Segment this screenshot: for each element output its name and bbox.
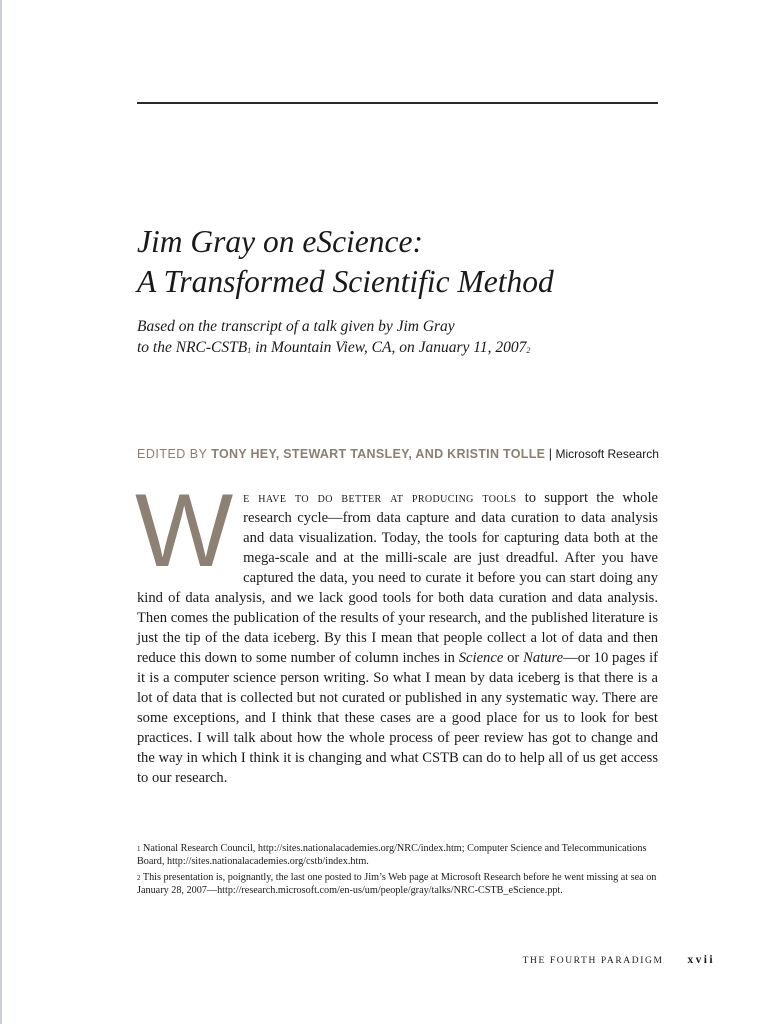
drop-cap: W [135,473,234,589]
editor-names: TONY HEY, STEWART TANSLEY, AND KRISTIN TOLLE [211,447,546,461]
editors-byline [137,446,677,462]
footnote-1-marker: 1 [137,845,141,853]
page-number: xvii [687,954,715,966]
subtitle-text-b: in Mountain View, CA, on January 11, 2007 [251,339,527,356]
page-edge-line [0,0,2,1024]
top-rule [137,102,658,104]
journal-nature: Nature [523,650,564,666]
page-footer [480,954,715,966]
footnote-2-text: This presentation is, poignantly, the last one posted to Jim’s Web page at Microsoft Research before he went missing at sea on January 28, 2007—http://research.microsoft.com/en-us/um/people/gray/talks/NRC-CSTB_eScience.ppt. [137,872,657,896]
journal-science: Science [458,650,504,666]
subtitle-line-1: Based on the transcript of a talk given by Jim Gray [137,318,455,335]
running-footer-title: THE FOURTH PARADIGM [522,956,664,966]
chapter-title [137,222,697,302]
title-line-1: Jim Gray on eScience: [137,224,423,259]
byline-separator: | [545,447,556,461]
edited-by-label: EDITED BY [137,447,212,461]
body-paragraph [135,473,658,788]
footnote-2-marker: 2 [137,874,141,882]
footnotes [137,842,658,900]
footnote-1-text: National Research Council, http://sites.nationalacademies.org/NRC/index.htm; Computer Science and Telecommunications Board, http://sites.nationalacademies.org/cstb/index.htm. [137,843,647,867]
footnote-ref-2: 2 [526,346,531,355]
subtitle-line-2 [137,337,697,358]
body-text-1: to support the whole research cycle—from data capture and data curation to data analysis and data visualization. Today, the tools for capturing data both at the mega-scale and at the milli-scale are just dreadful. After you have captured the data, you need to curate it before you can start doing any kind of data analysis, and we lack good tools for both data curation and data analysis. Then comes the publication of the results of your research, and the published literature is just the tip of the data iceberg. By this I mean that people collect a lot of data and then reduce this down to some number of column inches in [137,490,658,666]
subtitle-text-a: to the NRC-CSTB [137,339,248,356]
footnote-2 [137,871,658,897]
editor-organization: Microsoft Research [555,447,659,461]
footnote-1 [137,842,658,868]
footnote-ref-1: 1 [247,346,252,355]
body-text-2: or [503,650,524,666]
chapter-subtitle [137,316,697,358]
lead-in-smallcaps: e have to do better at producing tools [243,490,517,506]
title-line-2: A Transformed Scientific Method [137,264,554,299]
body-text-3: —or 10 pages if it is a computer science person writing. So what I mean by data iceberg is that there is a lot of data that is collected but not curated or published in any systematic way. There are some exceptions, and I think that these cases are a good place for us to look for best practices. I will talk about how the whole process of peer review has got to change and the way in which I think it is changing and what CSTB can do to help all of us get access to our research. [137,650,658,786]
